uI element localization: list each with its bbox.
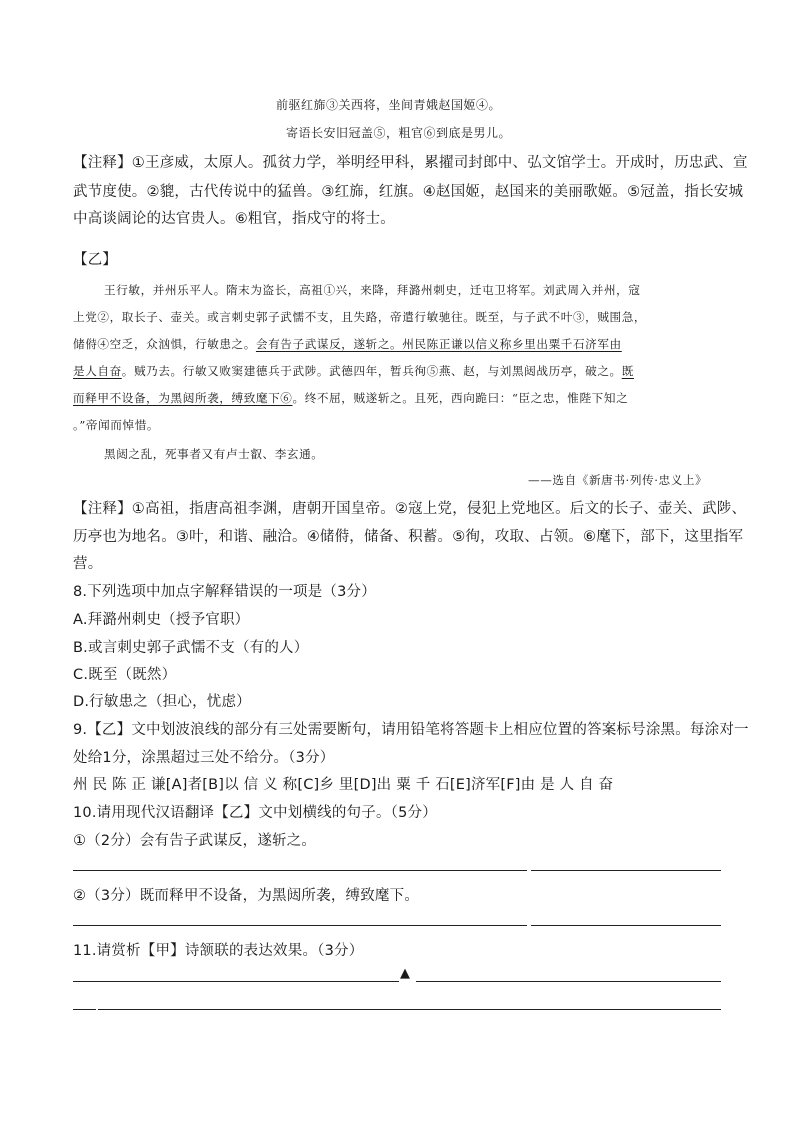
yi-text-line-6: 。”帝闻而悼惜。 [73, 418, 160, 432]
answer-line [73, 870, 527, 871]
wavy-line-segment-end: 是人自奋 [73, 364, 122, 378]
yi-text-line-2: 上党②，取长子、壶关。或言刺史郭子武懦不支，且失路，帝遣行敏驰往。既至，与子武不叶③，贼围急， [73, 310, 647, 324]
question-10-item-1: ①（2分）会有告子武谋反，遂斩之。 [73, 833, 317, 849]
question-9-line-1: 9.【乙】文中划波浪线的部分有三处需要断句，请用铅笔将答题卡上相应位置的答案标号涂黑。每涂对一 [73, 722, 749, 738]
answer-line [531, 925, 721, 926]
yi-text-line-4 [73, 363, 634, 379]
notes-jia-line-2: 武节度使。②貔，古代传说中的猛兽。③红旆，红旗。④赵国姬，赵国来的美丽歌姬。⑤冠盖，指长安城 [73, 184, 744, 200]
underlined-sentence-2: 而释甲不设备，为黑闼所袭，缚致麾下⑥ [73, 391, 293, 405]
answer-line [98, 1009, 721, 1010]
answer-line [73, 981, 399, 982]
yi-text-line-5 [73, 390, 628, 406]
notes-yi-line-3: 营。 [73, 556, 103, 572]
question-11-stem: 11.请赏析【甲】诗颔联的表达效果。（3分） [73, 943, 364, 959]
section-heading-yi: 【乙】 [73, 252, 118, 268]
answer-line [73, 1009, 96, 1010]
yi-text-segment: 储偫④空乏，众汹惧，行敏患之。 [73, 337, 256, 351]
poem-line-1: 前驱红旆③关西将，坐间青娥赵国姬④。 [276, 98, 502, 112]
notes-yi-line-2: 历亭也为地名。③叶，和谐、融洽。④储偫，储备、积蓄。⑤徇，攻取、占领。⑥麾下，部下，这里指军 [73, 529, 744, 545]
question-8-stem: 8.下列选项中加点字解释错误的一项是（3分） [73, 584, 376, 600]
question-8-option-a: A.拜潞州刺史（授予官职） [73, 612, 250, 628]
question-8-option-d: D.行敏患之（担心，忧虑） [73, 694, 251, 710]
notes-yi-line-1: 【注释】①高祖，指唐高祖李渊，唐朝开国皇帝。②寇上党，侵犯上党地区。后文的长子、壶关、武陟、 [73, 501, 747, 517]
question-10-stem: 10.请用现代汉语翻译【乙】文中划横线的句子。（5分） [73, 805, 437, 821]
yi-text-line-3 [73, 336, 622, 352]
notes-jia-line-3: 中高谈阔论的达官贵人。⑥粗官，指戍守的将士。 [73, 211, 395, 227]
yi-text-segment: 。贼乃去。行敏又败窦建德兵于武陟。武德四年，暂兵徇⑤燕、赵，与刘黑闼战历亭，破之。 [121, 364, 622, 378]
question-9-line-2: 处给1分，涂黑超过三处不给分。（3分） [73, 750, 335, 766]
underlined-sentence-1: 会有告子武谋反，遂斩之。州民陈正谦以信义称乡里出粟千石济军由 [255, 337, 622, 351]
question-9-options: 州 民 陈 正 谦[A]者[B]以 信 义 称[C]乡 里[D]出 粟 千 石[E]济军[F]由 是 人 自 奋 [73, 777, 614, 793]
question-8-option-b: B.或言刺史郭子武懦不支（有的人） [73, 640, 309, 656]
notes-jia-line-1: 【注释】①王彦威，太原人。孤贫力学，举明经甲科，累擢司封郎中、弘文馆学士。开成时，历忠武、宣 [73, 155, 748, 171]
yi-text-line-7: 黑闼之乱，死事者又有卢士叡、李玄通。 [104, 447, 324, 461]
answer-line [416, 981, 721, 982]
source-citation: ——选自《新唐书·列传·忠义上》 [528, 473, 708, 487]
answer-marker-triangle-icon: ▲ [400, 966, 410, 981]
question-8-option-c: C.既至（既然） [73, 667, 177, 683]
answer-line [73, 925, 527, 926]
question-10-item-2: ②（3分）既而释甲不设备，为黑闼所袭，缚致麾下。 [73, 888, 420, 904]
yi-text-segment: 。终不屈，贼遂斩之。且死，西向跪曰：“臣之忠，惟陛下知之 [292, 391, 629, 405]
answer-line [531, 870, 721, 871]
yi-text-line-1: 王行敏，并州乐平人。隋末为盗长，高祖①兴，来降，拜潞州刺史，迁屯卫将军。刘武周入并州，寇 [104, 283, 641, 297]
poem-line-2: 寄语长安旧冠盖⑤，粗官⑥到底是男儿。 [286, 126, 512, 140]
underlined-sentence-2-start: 既 [621, 364, 634, 378]
